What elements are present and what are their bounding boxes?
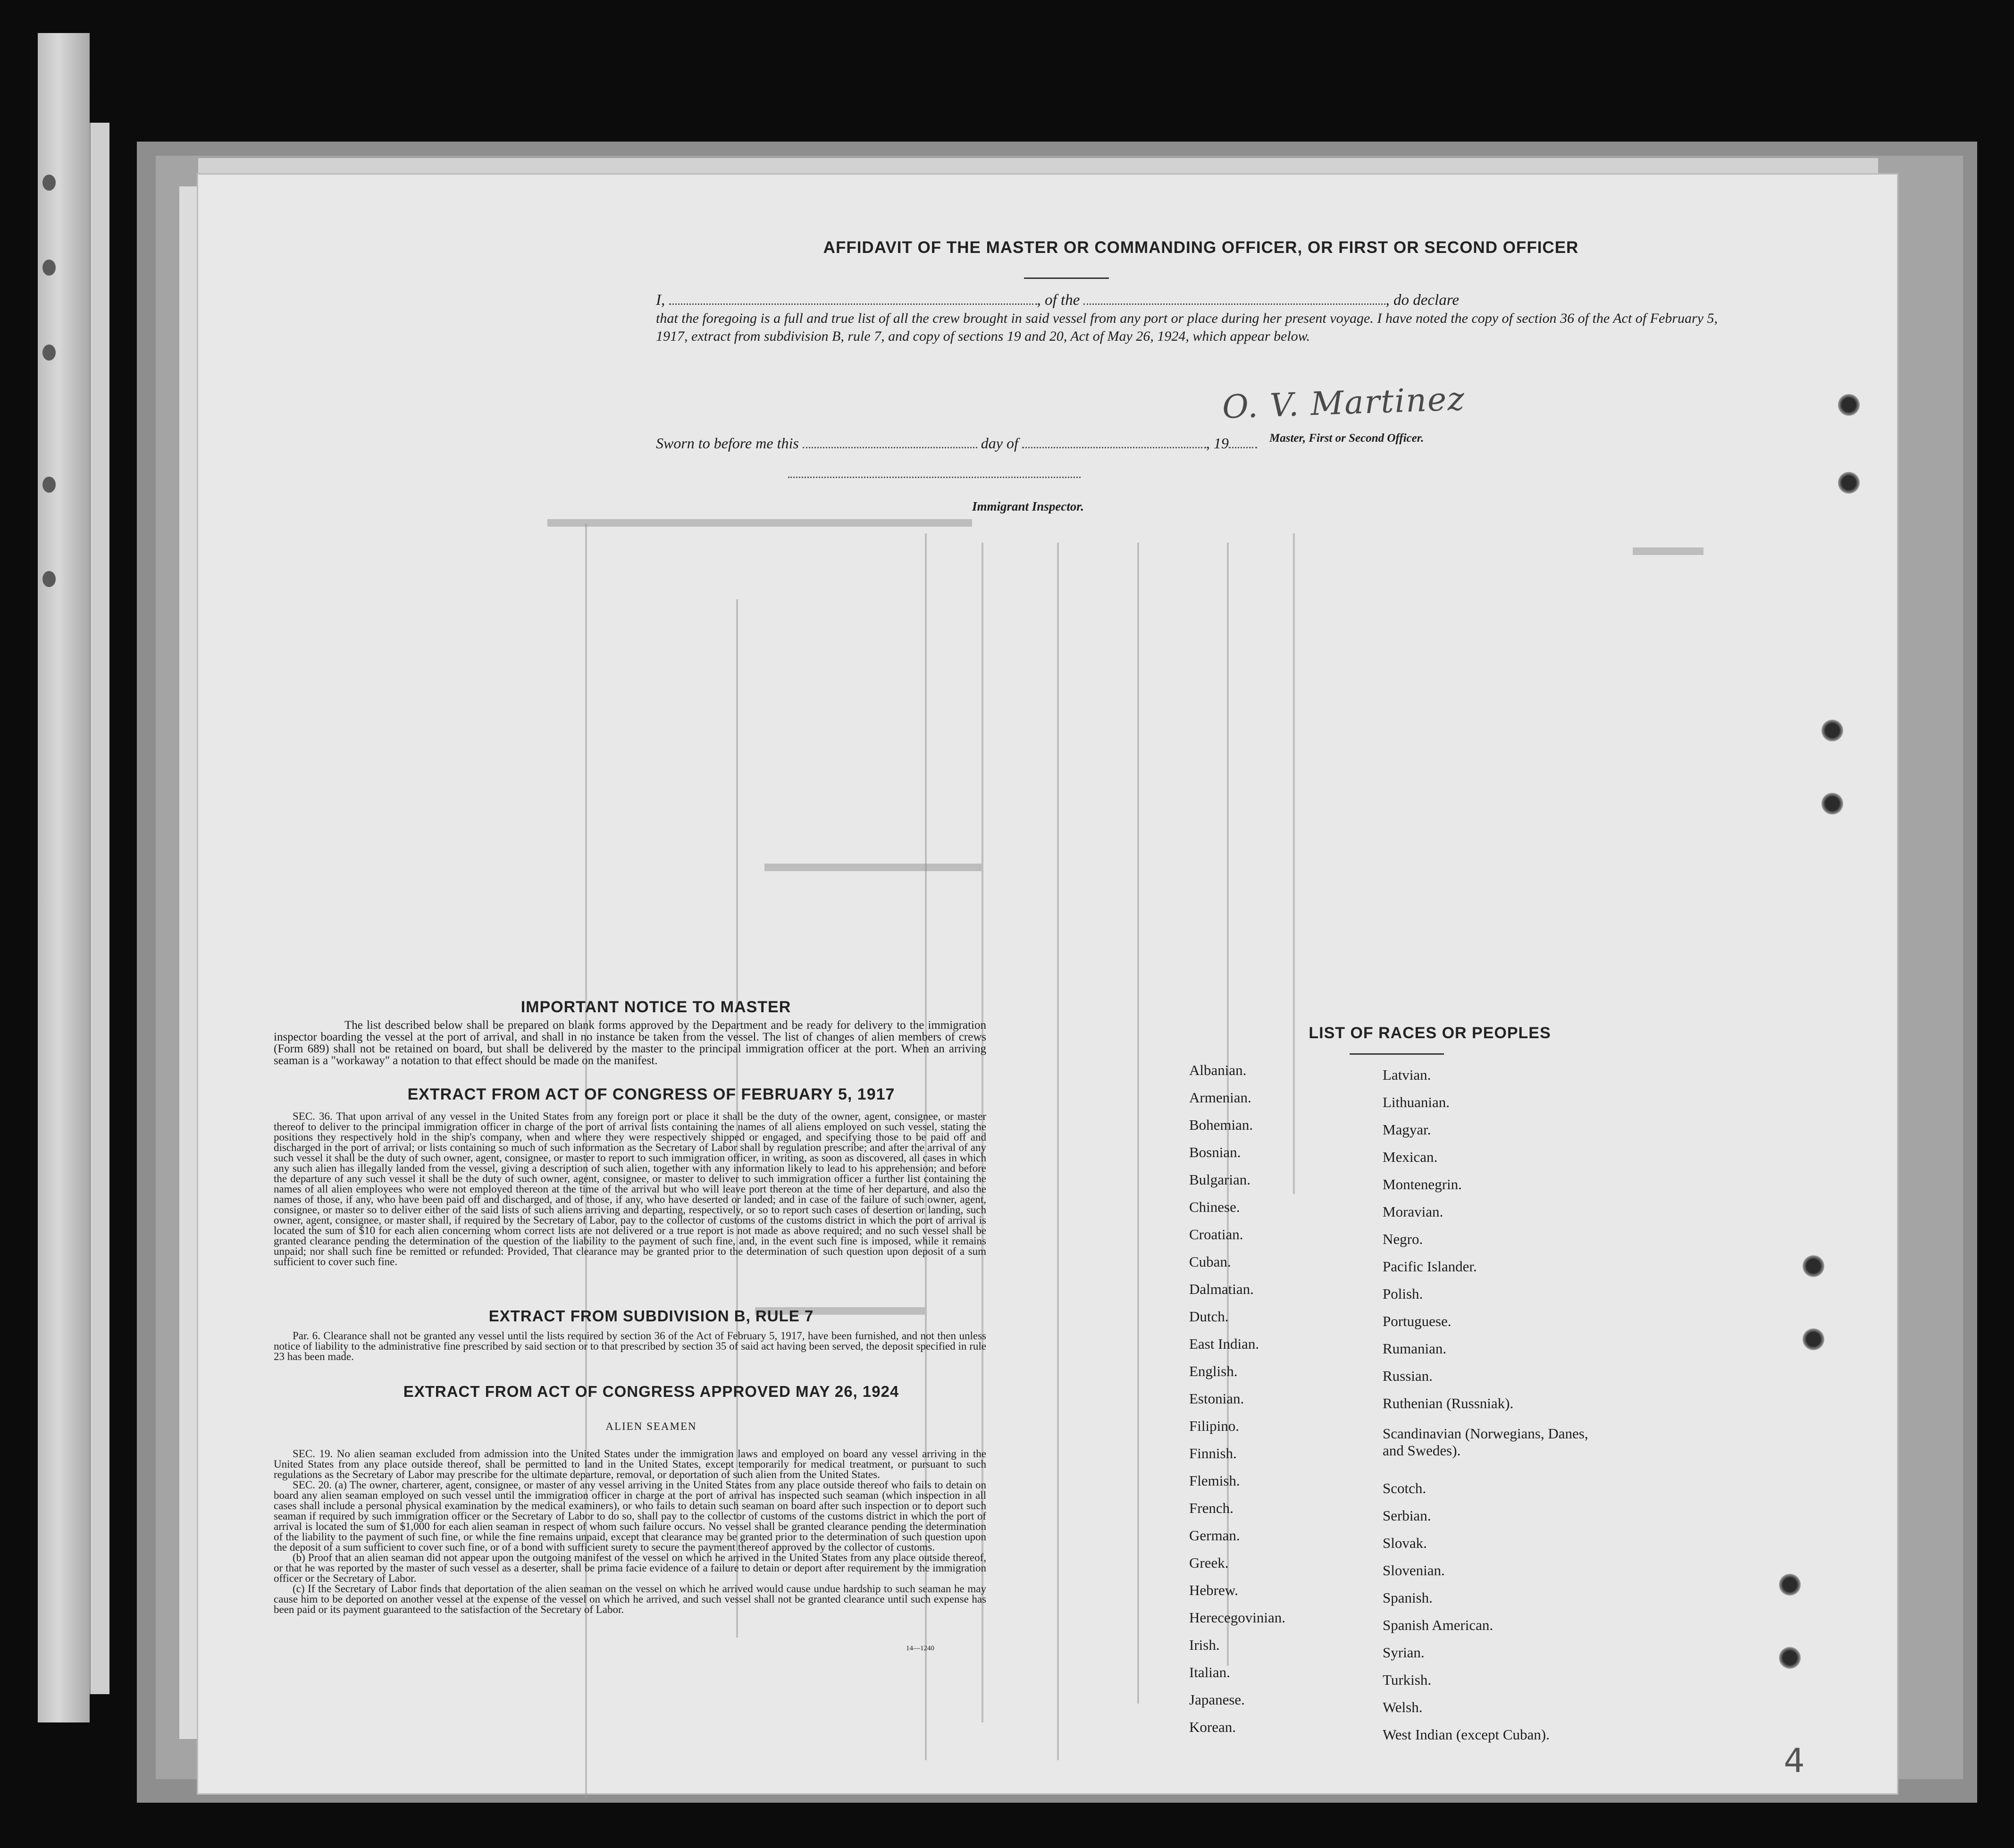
race-item: Portuguese. [1383, 1313, 1452, 1329]
race-item: East Indian. [1189, 1336, 1259, 1352]
page-mark: 4 [1784, 1741, 1805, 1780]
extract-1924-title: EXTRACT FROM ACT OF CONGRESS APPROVED MAY 26, 1924 [403, 1383, 899, 1400]
sworn-day-field[interactable] [803, 432, 977, 448]
punch-hole [1838, 394, 1860, 416]
sworn-month-field[interactable] [1022, 432, 1206, 448]
race-item: Russian. [1383, 1368, 1433, 1384]
race-item: Dalmatian. [1189, 1281, 1254, 1297]
punch-hole [1821, 793, 1843, 815]
race-item: Greek. [1189, 1554, 1229, 1571]
manifest-page [198, 175, 1897, 1793]
race-item: Flemish. [1189, 1472, 1240, 1489]
race-item: Chinese. [1189, 1199, 1240, 1215]
race-item: Rumanian. [1383, 1340, 1447, 1357]
race-item: Finnish. [1189, 1445, 1237, 1462]
race-item: Serbian. [1383, 1507, 1431, 1524]
races-column-2 [1383, 1067, 1590, 1754]
form-number: 14—1240 [906, 1645, 934, 1652]
vessel-name-field[interactable] [1083, 288, 1385, 305]
title-rule [1024, 277, 1109, 279]
race-item: Lithuanian. [1383, 1094, 1450, 1110]
affidavit-title: AFFIDAVIT OF THE MASTER OR COMMANDING OFFICER, OR FIRST OR SECOND OFFICER [823, 238, 1579, 257]
race-item: Negro. [1383, 1231, 1423, 1247]
officer-name-field[interactable] [669, 288, 1037, 305]
sworn-line [656, 432, 1364, 452]
sec20c-text: (c) If the Secretary of Labor finds that deportation of the alien seaman on the vessel on which he arrived would cause undue hardship to such seaman he may cause him to be deported on another vessel at the expense of the vessel on which he arrived, and such vessel shall not be granted clearance until such expense has been paid or its payment guaranteed to the satisfaction of the Secretary of Labor. [274, 1583, 986, 1615]
race-item: English. [1189, 1363, 1238, 1379]
punch-hole [1838, 472, 1860, 494]
race-item: Montenegrin. [1383, 1176, 1462, 1193]
race-item: Pacific Islander. [1383, 1258, 1477, 1275]
extract-1924-body [274, 1449, 986, 1615]
notice-title: IMPORTANT NOTICE TO MASTER [520, 998, 791, 1016]
sec20b-text: (b) Proof that an alien seaman did not appear upon the outgoing manifest of the vessel on which he arrived in the United States from any place outside thereof, or that he was reported by the master of such vessel as a deserter, shall be prima facie evidence of a failure to detain or deport after requirement by the immigration officer or the Secretary of Labor. [274, 1552, 986, 1584]
punch-hole [1803, 1328, 1824, 1350]
race-item: Cuban. [1189, 1253, 1231, 1270]
left-page-edge [90, 123, 109, 1694]
race-item: Italian. [1189, 1664, 1230, 1680]
extract-1917-body: SEC. 36. That upon arrival of any vessel in the United States from any foreign port or place it shall be the duty of the owner, agent, consignee, or master thereof to deliver to the principal immigration officer in charge of the port of arrival lists containing the names of all aliens employed on such vessel, stating the positions they respectively hold in the ship's company, when and where they were respectively shipped or engaged, and specifying those to be paid off and discharged in the port of arrival; or lists containing so much of such information as the Secretary of Labor shall by regulation prescribe; and after the arrival of any such vessel it shall be the duty of such owner, agent, consignee, or master to report to such immigration officer, in writing, as soon as discovered, all cases in which any such alien has illegally landed from the vessel, giving a description of such alien, together with any information likely to lead to his apprehension; and before the departure of any such vessel it shall be the duty of such owner, agent, consignee, or master to deliver to such immigration officer a further list containing the names of all alien employees who were not employed thereon at the time of the arrival but who will leave port thereon at the time of her departure, and also the names of those, if any, who have been paid off and discharged, and of those, if any, who have deserted or landed; and in case of the failure of such owner, agent, consignee, or master so to deliver either of the said lists of such aliens arriving and departing, respectively, or so to report such cases of desertion or landing, such owner, agent, consignee, or master shall, if required by the Secretary of Labor, pay to the collector of customs of the customs district in which the port of arrival is located the sum of $10 for each alien concerning whom correct lists are not delivered or a true report is not made as above required; and no such vessel shall be granted clearance pending the determination of the question of the liability to the payment of such fine, and, in the event such fine is imposed, while it remains unpaid; nor shall such fine be remitted or refunded: Provided, That clearance may be granted prior to the determination of such question upon deposit of a sum sufficient to cover such fine. [274, 1110, 986, 1268]
sec20a-text: SEC. 20. (a) The owner, charterer, agent, consignee, or master of any vessel arriving in the United States from any place outside thereof who fails to detain on board any alien seaman employed on such vessel until the immigration officer in charge at the port of arrival has inspected such seaman (which inspection in all cases shall include a personal physical examination by the medical examiners), or who fails to detain such seaman on board after such inspection or to deport such seaman if required by such immigration officer or the Secretary of Labor to do so, shall pay to the collector of customs of the customs district in which the port of arrival is located the sum of $1,000 for each alien seaman in respect of whom such failure occurs. No vessel shall be granted clearance pending the determination of the liability to the payment of such fine, or while the fine remains unpaid, except that clearance may be granted prior to the determination of such question upon the deposit of a sum sufficient to cover such fine, or of a bond with sufficient surety to secure the payment thereof approved by the collector of customs. [274, 1479, 986, 1553]
punch-hole [1779, 1647, 1801, 1669]
declare-label: , do declare [1385, 292, 1459, 309]
race-item: Spanish American. [1383, 1617, 1494, 1633]
punch-hole [1803, 1255, 1824, 1277]
race-item: Bohemian. [1189, 1117, 1253, 1133]
year-label: , 19 [1206, 435, 1229, 452]
race-item: Scandinavian (Norwegians, Danes, and Swedes). [1383, 1425, 1588, 1459]
race-item: Mexican. [1383, 1149, 1438, 1165]
extract-1917-title: EXTRACT FROM ACT OF CONGRESS OF FEBRUARY 5, 1917 [407, 1085, 895, 1103]
race-item: Moravian. [1383, 1203, 1443, 1220]
of-the-label: , of the [1037, 292, 1080, 309]
race-item: Filipino. [1189, 1418, 1239, 1434]
race-item: Bosnian. [1189, 1144, 1241, 1160]
race-item: Hebrew. [1189, 1582, 1238, 1598]
race-item: Polish. [1383, 1285, 1423, 1302]
race-item: West Indian (except Cuban). [1383, 1726, 1550, 1743]
punch-hole [1779, 1574, 1801, 1596]
race-item: Estonian. [1189, 1390, 1244, 1407]
race-item: Albanian. [1189, 1062, 1247, 1078]
race-item: Scotch. [1383, 1480, 1427, 1496]
race-item: Japanese. [1189, 1691, 1245, 1708]
rule7-title: EXTRACT FROM SUBDIVISION B, RULE 7 [488, 1307, 814, 1325]
races-title-rule [1350, 1053, 1444, 1055]
races-title: LIST OF RACES OR PEOPLES [1309, 1024, 1551, 1042]
race-item: Korean. [1189, 1719, 1236, 1735]
master-label: Master, First or Second Officer. [1269, 432, 1424, 445]
race-item: Croatian. [1189, 1226, 1243, 1243]
race-item: Dutch. [1189, 1308, 1229, 1325]
race-item: Slovenian. [1383, 1562, 1445, 1579]
affidavit-body: that the foregoing is a full and true list of all the crew brought in said vessel from any port or place during her present voyage. I have noted the copy of section 36 of the Act of February 5, 1917, extract from subdivision B, rule 7, and copy of sections 19 and 20, Act of May 26, 1924, which appear below. [656, 311, 1718, 344]
left-page-strip [38, 33, 90, 1722]
notice-body: The list described below shall be prepared on blank forms approved by the Department and be ready for delivery to the immigration inspector boarding the vessel at the port of arrival, and shall in no instance be taken from the vessel. The list of changes of alien members of crews (Form 689) shall not be retained on board, but shall be delivered by the master to the principal immigration officer at the port. When an arriving seaman is a "workaway" a notation to that effect should be made on the manifest. [274, 1019, 986, 1067]
race-item: Irish. [1189, 1637, 1220, 1653]
race-item: German. [1189, 1527, 1240, 1544]
race-item: Herecegovinian. [1189, 1609, 1285, 1626]
races-column-1 [1189, 1062, 1378, 1746]
race-item: Syrian. [1383, 1644, 1425, 1661]
sec19-text: SEC. 19. No alien seaman excluded from admission into the United States under the immigration laws and employed on board any vessel arriving in the United States from any place outside thereof, shall be permitted to land in the United States, except temporarily for medical treatment, or pursuant to such regulations as the Secretary of Labor may prescribe for the ultimate departure, removal, or deportation of such alien from the United States. [274, 1448, 986, 1480]
inspector-label: Immigrant Inspector. [972, 499, 1084, 513]
race-item: Latvian. [1383, 1067, 1431, 1083]
race-item: Turkish. [1383, 1672, 1432, 1688]
affidavit-declaration [656, 288, 1732, 345]
sworn-year-field[interactable] [1229, 432, 1257, 448]
race-item: Spanish. [1383, 1589, 1433, 1606]
punch-hole [1821, 720, 1843, 741]
inspector-signature-field[interactable] [788, 477, 1081, 478]
race-item: Welsh. [1383, 1699, 1423, 1715]
race-item: Slovak. [1383, 1535, 1427, 1551]
alien-seamen-subtitle: ALIEN SEAMEN [605, 1420, 697, 1432]
race-item: Ruthenian (Russniak). [1383, 1395, 1514, 1411]
affidavit-i-label: I, [656, 292, 665, 309]
race-item: French. [1189, 1500, 1234, 1516]
race-item: Armenian. [1189, 1089, 1251, 1106]
day-of-label: day of [981, 435, 1018, 452]
race-item: Magyar. [1383, 1121, 1431, 1138]
rule7-body: Par. 6. Clearance shall not be granted any vessel until the lists required by section 36 of the Act of February 5, 1917, have been furnished, and not then unless notice of liability to the administrative fine prescribed by said section or to that prescribed by section 35 of said act having been served, the deposit specified in rule 23 has been made. [274, 1330, 986, 1362]
master-signature: O. V. Martinez [1221, 380, 1466, 426]
race-item: Bulgarian. [1189, 1171, 1250, 1188]
sworn-label: Sworn to before me this [656, 435, 799, 452]
